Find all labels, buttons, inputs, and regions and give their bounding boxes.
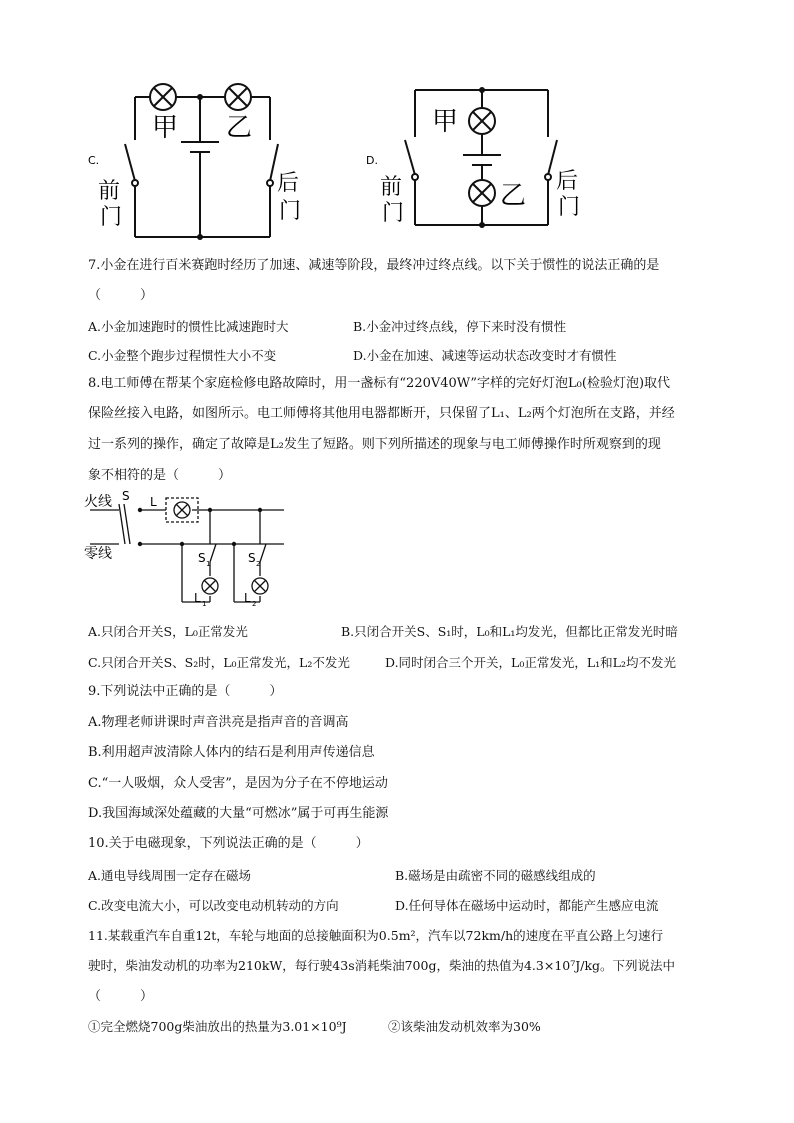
front-door-label-2: 门 bbox=[382, 201, 405, 226]
q8-option-b: B.只闭合开关S、S₁时，L₀和L₁均发光，但都比正常发光时暗 bbox=[341, 624, 678, 639]
q7-option-a: A.小金加速跑时的惯性比减速跑时大 bbox=[88, 319, 289, 334]
q11-statement-1: ①完全燃烧700g柴油放出的热量为3.01×10⁹J bbox=[88, 1019, 347, 1034]
q10-stem: 10.关于电磁现象，下列说法正确的是（ ） bbox=[88, 836, 369, 851]
lamp-l1-label: L bbox=[194, 591, 201, 605]
q8-stem-line-1: 8.电工师傅在帮某个家庭检修电路故障时，用一盏标有“220V40W”字样的完好灯泡L₀(检验灯泡)取代 bbox=[88, 376, 671, 391]
q8-stem-line-2: 保险丝接入电路，如图所示。电工师傅将其他用电器都断开，只保留了L₁、L₂两个灯泡所在支路，并经 bbox=[88, 406, 675, 421]
switch-s1-sub: 1 bbox=[206, 560, 211, 568]
lamp-l2-label: L bbox=[244, 591, 251, 605]
q11-answer-blank: （ ） bbox=[88, 989, 154, 1004]
q8-option-c: C.只闭合开关S、S₂时，L₀正常发光，L₂不发光 bbox=[88, 655, 350, 670]
q7-option-b: B.小金冲过终点线，停下来时没有惯性 bbox=[353, 319, 567, 334]
q8-stem-line-3: 过一系列的操作，确定了故障是L₂发生了短路。则下列所描述的现象与电工师傅操作时所观察到的现 bbox=[88, 437, 661, 452]
back-door-label-2: 门 bbox=[558, 195, 581, 220]
lamp-jia-label: 甲 bbox=[152, 113, 179, 143]
q9-option-c: C.“一人吸烟，众人受害”，是因为分子在不停地运动 bbox=[88, 776, 388, 791]
q10-option-d: D.任何导体在磁场中运动时，都能产生感应电流 bbox=[395, 898, 659, 913]
option-d-label: D. bbox=[366, 154, 378, 167]
q10-option-c: C.改变电流大小，可以改变电动机转动的方向 bbox=[88, 898, 339, 913]
lamp-l1-sub: 1 bbox=[202, 600, 207, 608]
q10-option-a: A.通电导线周围一定存在磁场 bbox=[88, 868, 252, 883]
q7-option-d: D.小金在加速、减速等运动状态改变时才有惯性 bbox=[353, 348, 617, 363]
front-door-label-2: 门 bbox=[100, 205, 123, 230]
live-wire-label: 火线 bbox=[84, 494, 112, 510]
option-c-label: C. bbox=[88, 154, 100, 167]
q9-option-d: D.我国海域深处蕴藏的大量“可燃冰”属于可再生能源 bbox=[88, 806, 389, 821]
circuit-figure-c bbox=[80, 78, 310, 244]
q7-option-c: C.小金整个跑步过程惯性大小不变 bbox=[88, 348, 277, 363]
lamp-l2-sub: 2 bbox=[252, 600, 257, 608]
q8-stem-line-4: 象不相符的是（ ） bbox=[88, 468, 232, 483]
q8-option-d: D.同时闭合三个开关，L₀正常发光，L₁和L₂均不发光 bbox=[385, 655, 676, 670]
switch-s1-label: S bbox=[198, 551, 206, 565]
back-door-label: 后 bbox=[556, 169, 579, 194]
switch-s2-label: S bbox=[248, 551, 256, 565]
front-door-label: 前 bbox=[98, 179, 121, 204]
q9-option-a: A.物理老师讲课时声音洪亮是指声音的音调高 bbox=[88, 715, 349, 730]
circuit-figure-d bbox=[360, 82, 600, 232]
q9-option-b: B.利用超声波清除人体内的结石是利用声传递信息 bbox=[88, 745, 375, 760]
household-circuit-figure bbox=[82, 490, 292, 610]
neutral-wire-label: 零线 bbox=[84, 546, 112, 562]
back-door-label: 后 bbox=[277, 171, 300, 196]
q7-answer-blank: （ ） bbox=[88, 288, 154, 303]
q10-option-b: B.磁场是由疏密不同的磁感线组成的 bbox=[395, 868, 596, 883]
switch-s2-sub: 2 bbox=[256, 560, 261, 568]
lamp-jia-label: 甲 bbox=[432, 107, 459, 137]
q11-statement-2: ②该柴油发动机效率为30% bbox=[388, 1019, 541, 1034]
lamp-yi-label: 乙 bbox=[500, 181, 527, 211]
test-lamp-label: L bbox=[150, 495, 157, 509]
q11-stem-line-2: 驶时，柴油发动机的功率为210kW，每行驶43s消耗柴油700g，柴油的热值为4.3×10⁷J/kg。下列说法中 bbox=[88, 958, 676, 973]
main-switch-label: S bbox=[122, 489, 130, 503]
back-door-label-2: 门 bbox=[279, 199, 302, 224]
q8-option-a: A.只闭合开关S，L₀正常发光 bbox=[88, 624, 248, 639]
front-door-label: 前 bbox=[380, 175, 403, 200]
q9-stem: 9.下列说法中正确的是（ ） bbox=[88, 684, 283, 699]
q7-stem: 7.小金在进行百米赛跑时经历了加速、减速等阶段，最终冲过终点线。以下关于惯性的说法正确的是 bbox=[88, 258, 660, 273]
lamp-yi-label: 乙 bbox=[226, 113, 253, 143]
q11-stem-line-1: 11.某载重汽车自重12t，车轮与地面的总接触面积为0.5m²，汽车以72km/h的速度在平直公路上匀速行 bbox=[88, 928, 664, 943]
